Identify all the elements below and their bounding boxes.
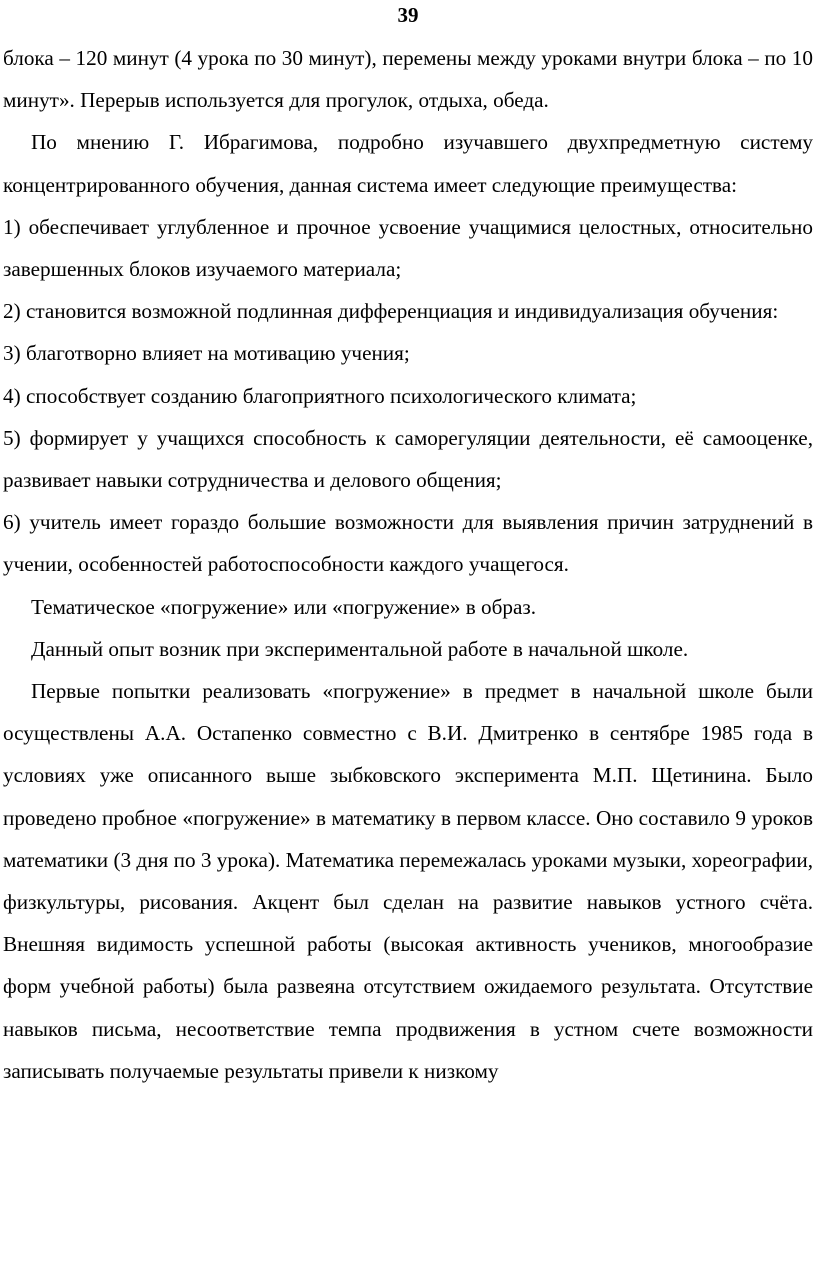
list-item-5: 5) формирует у учащихся способность к саморегуляции деятельности, её самооценке, развивает навыки сотрудничества и делового общения; bbox=[3, 425, 813, 493]
list-item-4: 4) способствует созданию благоприятного психологического климата; bbox=[3, 383, 637, 408]
section-heading-immersion: Тематическое «погружение» или «погружение» в образ. bbox=[31, 594, 537, 619]
document-body bbox=[3, 37, 813, 1092]
list-item-2: 2) становится возможной подлинная дифференциация и индивидуализация обучения: bbox=[3, 299, 779, 324]
paragraph-continuation: блока – 120 минут (4 урока по 30 минут), перемены между уроками внутри блока – по 10 минут». Перерыв используется для прогулок, отдыха, обеда. bbox=[3, 46, 813, 113]
list-item-3: 3) благотворно влияет на мотивацию учения; bbox=[3, 341, 410, 366]
paragraph-ibragimov: По мнению Г. Ибрагимова, подробно изучавшего двухпредметную систему концентрированного обучения, данная система имеет следующие преимущества: bbox=[3, 130, 813, 197]
list-item-1: 1) обеспечивает углубленное и прочное усвоение учащимися целостных, относительно завершенных блоков изучаемого материала; bbox=[3, 214, 813, 282]
paragraph-experience: Данный опыт возник при экспериментальной работе в начальной школе. bbox=[31, 636, 689, 661]
paragraph-first-attempts: Первые попытки реализовать «погружение» в предмет в начальной школе были осуществлены А.А. Остапенко совместно с В.И. Дмитренко в сентябре 1985 года в условиях уже описанного выше зыбковского эксперимента М.П. Щетинина. Было проведено пробное «погружение» в математику в первом классе. Оно составило 9 уроков математики (3 дня по 3 урока). Математика перемежалась уроками музыки, хореографии, физкультуры, рисования. Акцент был сделан на развитие навыков устного счёта. Внешняя видимость успешной работы (высокая активность учеников, многообразие форм учебной работы) была развеяна отсутствием ожидаемого результата. Отсутствие навыков письма, несоответствие темпа продвижения в устном счете возможности записывать получаемые результаты привели к низкому bbox=[3, 679, 813, 1083]
list-item-6: 6) учитель имеет гораздо большие возможности для выявления причин затруднений в учении, особенностей работоспособности каждого учащегося. bbox=[3, 510, 813, 577]
page-number: 39 bbox=[397, 3, 419, 27]
